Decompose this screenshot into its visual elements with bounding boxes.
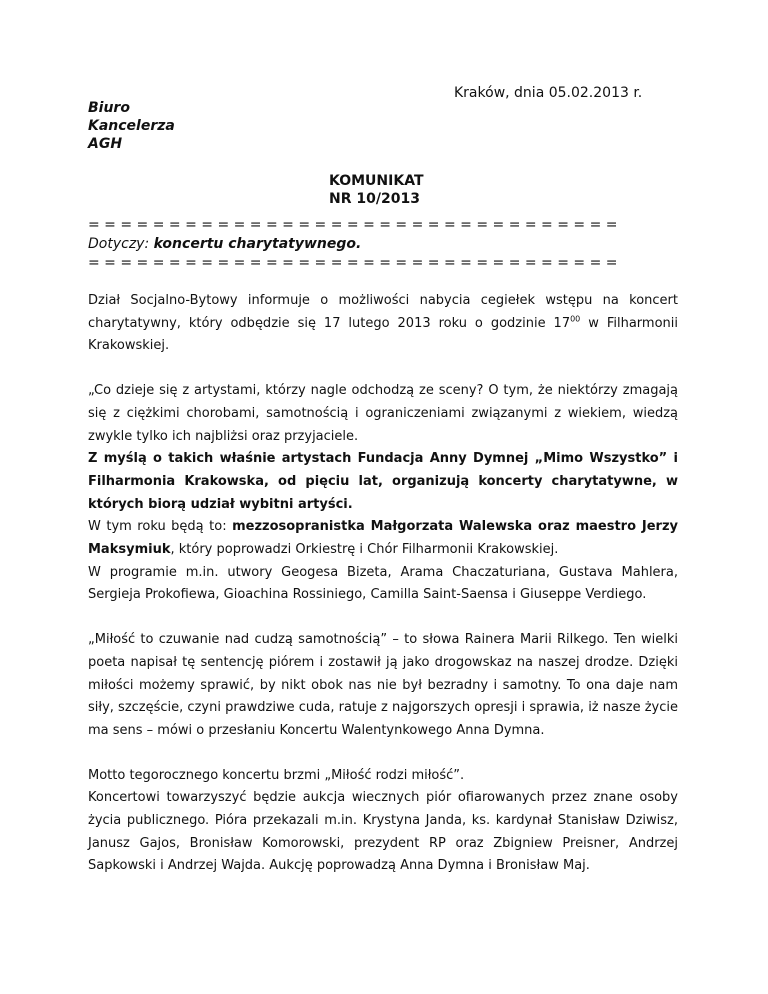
document-page [88,0,678,994]
paragraph-intro [88,290,678,358]
title-line: KOMUNIKAT [329,173,424,189]
office-line: Kancelerza [88,118,175,134]
intro-text-end: w Filharmonii Krakowskiej. [88,315,678,354]
document-title [329,172,424,208]
document-body [88,290,678,878]
subject-line [88,236,361,252]
paragraph-motto: Motto tegorocznego koncertu brzmi „Miłość rodzi miłość”. [88,767,465,783]
office-line: AGH [88,136,123,152]
performers-suffix: , który poprowadzi Orkiestrę i Chór Filharmonii Krakowskiej. [170,542,559,558]
date-line: Kraków, dnia 05.02.2013 r. [454,85,643,101]
time-minutes: 00 [570,314,581,324]
performers-prefix: W tym roku będą to: [88,519,233,535]
office-name [88,99,175,153]
separator-bottom: = = = = = = = = = = = = = = = = = = = = = = = = = = = = = = = = = [88,255,618,271]
subject-label: Dotyczy: [88,236,150,252]
paragraph-auction: Koncertowi towarzyszyć będzie aukcja wiecznych piór ofiarowanych przez znane osoby życia publicznego. Pióra przekazali m.in. Krystyna Janda, ks. kardynał Stanisław Dziwisz, Janusz Gajos, Bronisław Komorowski, prezydent RP oraz Zbigniew Preisner, Andrzej Sapkowski i Andrzej Wajda. Aukcję poprowadzą Anna Dymna i Bronisław Maj. [88,790,678,874]
intro-text: Dział Socjalno-Bytowy informuje o możliwości nabycia cegiełek wstępu na koncert charytatywny, który odbędzie się 17 lutego 2013 roku o godzinie 17 [88,293,678,331]
paragraph-program: W programie m.in. utwory Geogesa Bizeta, Arama Chaczaturiana, Gustava Mahlera, Sergieja Prokofiewa, Gioachina Rossiniego, Camilla Saint-Saensa i Giuseppe Verdiego. [88,564,678,603]
title-line: NR 10/2013 [329,191,420,207]
subject-value: koncertu charytatywnego. [153,236,362,252]
paragraph-rilke: „Miłość to czuwanie nad cudzą samotnością” – to słowa Rainera Marii Rilkego. Ten wielki poeta napisał tę sentencję piórem i zostawił ją jako drogowskaz na naszej drodze. Dzięki miłości możemy sprawić, by nikt obok nas nie był bezradny i samotny. To ona daje nam siły, szczęście, czyni prawdziwe cuda, ratuje z najgorszych opresji i sprawia, iż nasze życie ma sens – mówi o przesłaniu Koncertu Walentynkowego Anna Dymna. [88,632,678,738]
office-line: Biuro [88,100,130,116]
foundation-text: Z myślą o takich właśnie artystach Fundacja Anny Dymnej „Mimo Wszystko” i Filharmonia Krakowska, od pięciu lat, organizują koncerty charytatywne, w których biorą udział wybitni artyści. [88,451,678,512]
paragraph-foundation [88,448,678,516]
separator-top: = = = = = = = = = = = = = = = = = = = = = = = = = = = = = = = = = [88,217,618,233]
paragraph-quote: „Co dzieje się z artystami, którzy nagle odchodzą ze sceny? O tym, że niektórzy zmagają się z ciężkimi chorobami, samotnością i ograniczeniami związanymi z wiekiem, wiedzą zwykle tylko ich najbliżsi oraz przyjaciele. [88,383,678,444]
paragraph-performers [88,516,678,561]
performers-names: mezzosopranistka Małgorzata Walewska oraz maestro Jerzy Maksymiuk [88,519,679,558]
